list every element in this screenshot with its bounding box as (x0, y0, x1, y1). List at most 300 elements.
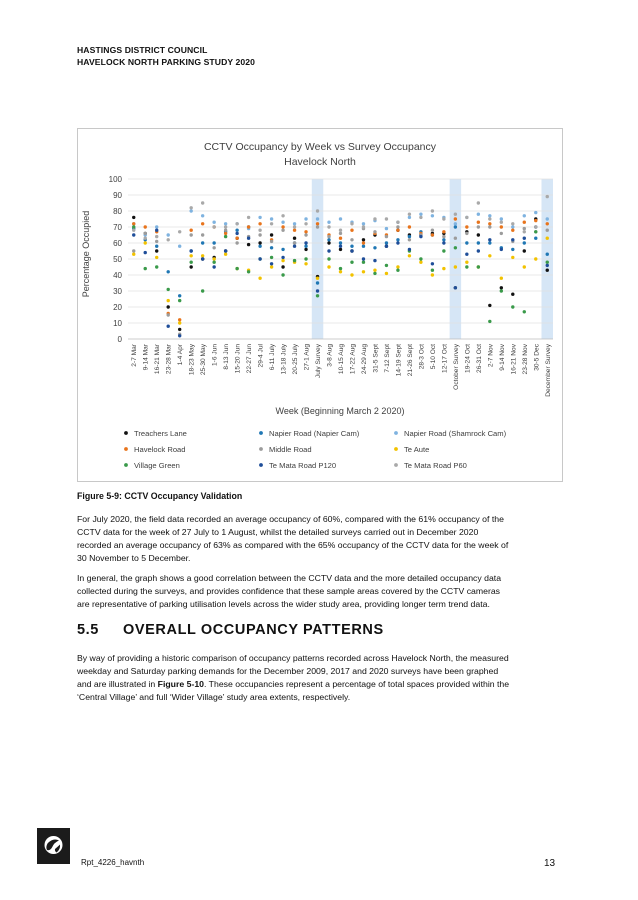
data-point (178, 299, 181, 302)
text-line: recorded an average occupancy of 63% as compared with the 65% occupancy of the CCTV data for the week of (77, 540, 509, 550)
data-point (270, 240, 273, 243)
x-tick-label: 26-31 Oct (475, 344, 483, 373)
data-point (304, 241, 307, 244)
text-segment: . These occupancies represent a percentage of total spaces provided within the (204, 679, 510, 689)
y-tick-label: 60 (113, 239, 122, 248)
data-point (212, 221, 215, 224)
data-point (396, 225, 399, 228)
text-line: By way of providing a historic comparison of occupancy patterns recorded across Havelock North, the measured (77, 653, 509, 663)
data-point (454, 265, 457, 268)
data-point (373, 217, 376, 220)
data-point (431, 269, 434, 272)
paragraph-correlation (77, 572, 563, 611)
data-point (396, 269, 399, 272)
text-line: weekday and Saturday parking demands for the December 2009, 2017 and 2020 surveys have been graphed (77, 666, 499, 676)
data-point (247, 243, 250, 246)
data-point (201, 254, 204, 257)
data-point (224, 225, 227, 228)
data-point (431, 229, 434, 232)
data-point (511, 225, 514, 228)
data-point (167, 305, 170, 308)
data-point (362, 261, 365, 264)
data-point (144, 251, 147, 254)
text-line: are representative of parking utilisation levels across the wider study area, providing longer term trend data. (77, 599, 490, 609)
x-tick-label: 17-22 Aug (349, 344, 357, 375)
y-tick-label: 40 (113, 271, 122, 280)
data-point (327, 225, 330, 228)
data-point (431, 273, 434, 276)
x-tick-label: 25-30 May (200, 344, 208, 376)
data-point (155, 225, 158, 228)
data-point (488, 225, 491, 228)
data-point (534, 257, 537, 260)
data-point (316, 225, 319, 228)
data-point (500, 277, 503, 280)
legend-label: Napier Road (Shamrock Cam) (404, 429, 507, 438)
data-point (442, 241, 445, 244)
data-point (546, 253, 549, 256)
data-point (293, 225, 296, 228)
data-point (247, 225, 250, 228)
data-point (350, 261, 353, 264)
data-point (270, 222, 273, 225)
x-tick-label: 5-10 Oct (429, 344, 437, 370)
data-point (144, 237, 147, 240)
data-point (224, 229, 227, 232)
data-point (270, 246, 273, 249)
data-point (144, 267, 147, 270)
data-point (281, 256, 284, 259)
text-line: For July 2020, the field data recorded an average occupancy of 60%, compared with the 61% occupancy of the (77, 514, 504, 524)
x-tick-label: 22-27 Jun (246, 344, 254, 374)
data-point (293, 245, 296, 248)
y-tick-label: 80 (113, 207, 122, 216)
data-point (201, 241, 204, 244)
data-point (431, 233, 434, 236)
data-point (465, 225, 468, 228)
data-point (189, 206, 192, 209)
data-point (454, 237, 457, 240)
data-point (235, 232, 238, 235)
x-tick-label: 12-17 Oct (441, 344, 449, 373)
text-line (77, 678, 563, 691)
x-tick-label: December Survey (544, 344, 552, 397)
document-header (77, 44, 255, 68)
text-segment: and are illustrated in (77, 679, 158, 689)
data-point (327, 235, 330, 238)
data-point (534, 219, 537, 222)
data-point (465, 241, 468, 244)
legend-marker (259, 447, 263, 451)
text-line: 30 November to 5 December. (77, 553, 191, 563)
data-point (488, 241, 491, 244)
data-point (316, 294, 319, 297)
data-point (293, 222, 296, 225)
data-point (339, 232, 342, 235)
data-point (385, 241, 388, 244)
legend-marker (124, 447, 128, 451)
x-tick-label: 9-14 Nov (498, 344, 506, 371)
data-point (224, 253, 227, 256)
data-point (178, 334, 181, 337)
legend-label: Middle Road (269, 445, 312, 454)
data-point (511, 229, 514, 232)
data-point (189, 265, 192, 268)
data-point (316, 277, 319, 280)
x-tick-label: 16-21 Nov (510, 344, 518, 375)
header-council: HASTINGS DISTRICT COUNCIL (77, 45, 208, 55)
data-point (477, 233, 480, 236)
page-number: 13 (544, 858, 556, 869)
data-point (167, 288, 170, 291)
data-point (155, 256, 158, 259)
data-point (442, 267, 445, 270)
legend-entry (124, 461, 180, 470)
data-point (546, 217, 549, 220)
data-point (546, 195, 549, 198)
data-point (224, 232, 227, 235)
data-point (385, 235, 388, 238)
data-point (224, 222, 227, 225)
data-point (316, 281, 319, 284)
data-point (396, 221, 399, 224)
data-point (235, 237, 238, 240)
legend-entry (259, 429, 360, 438)
data-point (511, 238, 514, 241)
data-point (189, 261, 192, 264)
data-point (350, 238, 353, 241)
section-title: OVERALL OCCUPANCY PATTERNS (123, 622, 384, 638)
legend-marker (259, 431, 263, 435)
data-point (132, 249, 135, 252)
data-point (523, 249, 526, 252)
data-point (212, 257, 215, 260)
data-point (362, 245, 365, 248)
data-point (281, 259, 284, 262)
data-point (281, 273, 284, 276)
data-point (304, 230, 307, 233)
data-point (442, 230, 445, 233)
data-point (385, 217, 388, 220)
data-point (178, 318, 181, 321)
data-point (327, 221, 330, 224)
chart-svg (78, 129, 562, 481)
data-point (408, 213, 411, 216)
data-point (488, 304, 491, 307)
legend-entry (394, 445, 429, 454)
data-point (500, 217, 503, 220)
text-line: collected during the surveys, and provides confidence that these sample areas covered by the CCTV cameras (77, 586, 501, 596)
data-point (442, 217, 445, 220)
data-point (546, 222, 549, 225)
x-tick-label: 23-28 Nov (521, 344, 529, 375)
data-point (155, 229, 158, 232)
data-point (477, 225, 480, 228)
x-tick-label: 3-8 Aug (326, 344, 334, 367)
x-tick-label: 14-19 Sept (395, 344, 403, 377)
legend-label: Te Mata Road P120 (269, 461, 337, 470)
data-point (258, 257, 261, 260)
data-point (408, 216, 411, 219)
x-tick-label: 20-25 July (292, 344, 300, 375)
data-point (270, 233, 273, 236)
data-point (167, 325, 170, 328)
data-point (465, 253, 468, 256)
data-point (293, 259, 296, 262)
data-point (201, 233, 204, 236)
data-point (144, 225, 147, 228)
data-point (281, 225, 284, 228)
data-point (454, 213, 457, 216)
data-point (235, 222, 238, 225)
data-point (247, 270, 250, 273)
data-point (500, 221, 503, 224)
company-logo-icon (37, 828, 70, 864)
data-point (132, 216, 135, 219)
data-point (465, 261, 468, 264)
data-point (385, 264, 388, 267)
text-line: ‘Central Village’ and full ‘Wider Village’ study area extents, respectively. (77, 692, 351, 702)
data-point (189, 249, 192, 252)
data-point (178, 321, 181, 324)
data-point (546, 237, 549, 240)
data-point (454, 222, 457, 225)
data-point (201, 201, 204, 204)
x-tick-label: 2-7 Nov (487, 344, 495, 368)
data-point (396, 265, 399, 268)
legend-marker (394, 431, 398, 435)
text-line: CCTV data for the week of 27 July to 1 August, whilst the detailed surveys carried out in December 2020 (77, 527, 479, 537)
x-tick-label: 30-5 Dec (533, 344, 541, 371)
data-point (327, 249, 330, 252)
data-point (281, 265, 284, 268)
data-point (350, 273, 353, 276)
legend-entry (394, 461, 467, 470)
data-point (304, 233, 307, 236)
data-point (212, 241, 215, 244)
legend-entry (259, 461, 336, 470)
legend-label: Havelock Road (134, 445, 186, 454)
data-point (178, 294, 181, 297)
y-tick-label: 20 (113, 303, 122, 312)
data-point (477, 249, 480, 252)
legend-entry (124, 445, 185, 454)
paragraph-july-december (77, 513, 563, 565)
data-point (155, 245, 158, 248)
data-point (144, 232, 147, 235)
x-tick-label: 28-3 Oct (418, 344, 426, 370)
data-point (178, 230, 181, 233)
y-tick-label: 90 (113, 191, 122, 200)
data-point (408, 225, 411, 228)
data-point (304, 245, 307, 248)
data-point (258, 245, 261, 248)
data-point (385, 245, 388, 248)
x-tick-label: 8-13 Jun (223, 344, 231, 370)
data-point (189, 254, 192, 257)
data-point (431, 262, 434, 265)
data-point (350, 222, 353, 225)
legend-label: Napier Road (Napier Cam) (269, 429, 360, 438)
data-point (350, 229, 353, 232)
legend-entry (259, 445, 312, 454)
data-point (155, 249, 158, 252)
data-point (488, 320, 491, 323)
legend-label: Te Aute (404, 445, 430, 454)
x-tick-label: October Survey (452, 344, 460, 390)
data-point (488, 217, 491, 220)
data-point (293, 229, 296, 232)
x-tick-label: 2-7 Mar (131, 344, 139, 367)
chart-subtitle: Havelock North (284, 156, 356, 168)
data-point (385, 227, 388, 230)
data-point (281, 221, 284, 224)
data-point (431, 209, 434, 212)
data-point (212, 225, 215, 228)
data-point (454, 246, 457, 249)
data-point (201, 289, 204, 292)
data-point (500, 225, 503, 228)
data-point (167, 299, 170, 302)
data-point (281, 248, 284, 251)
data-point (362, 225, 365, 228)
data-point (155, 235, 158, 238)
data-point (167, 270, 170, 273)
x-tick-label: 15-20 Jun (234, 344, 242, 374)
data-point (235, 241, 238, 244)
data-point (316, 209, 319, 212)
data-point (258, 277, 261, 280)
data-point (132, 225, 135, 228)
data-point (546, 264, 549, 267)
data-point (477, 241, 480, 244)
data-point (316, 217, 319, 220)
data-point (201, 257, 204, 260)
data-point (339, 217, 342, 220)
legend-marker (394, 447, 398, 451)
data-point (419, 261, 422, 264)
data-point (339, 267, 342, 270)
x-tick-label: 6-11 July (269, 344, 277, 371)
data-point (362, 238, 365, 241)
data-point (167, 238, 170, 241)
data-point (419, 235, 422, 238)
data-point (304, 262, 307, 265)
x-tick-label: 27-1 Aug (303, 344, 311, 371)
data-point (523, 227, 526, 230)
data-point (132, 253, 135, 256)
data-point (270, 262, 273, 265)
occupancy-chart (77, 128, 563, 482)
y-axis-label: Percentage Occupied (81, 210, 91, 298)
x-tick-label: 13-18 July (280, 344, 288, 375)
data-point (511, 256, 514, 259)
data-point (442, 249, 445, 252)
data-point (212, 261, 215, 264)
x-tick-label: 19-24 Oct (464, 344, 472, 373)
section-heading (77, 622, 384, 638)
data-point (132, 233, 135, 236)
data-point (327, 257, 330, 260)
y-tick-label: 50 (113, 255, 122, 264)
data-point (132, 229, 135, 232)
x-tick-label: 1-6 Jun (211, 344, 219, 366)
data-point (488, 238, 491, 241)
data-point (339, 229, 342, 232)
legend-label: Treachers Lane (134, 429, 187, 438)
x-tick-label: 7-12 Sept (383, 344, 391, 373)
data-point (362, 257, 365, 260)
x-tick-label: 9-14 Mar (142, 344, 150, 371)
data-point (500, 286, 503, 289)
data-point (465, 265, 468, 268)
data-point (511, 293, 514, 296)
data-point (304, 248, 307, 251)
data-point (488, 254, 491, 257)
data-point (212, 246, 215, 249)
data-point (373, 272, 376, 275)
figure-caption: Figure 5-9: CCTV Occupancy Validation (77, 491, 243, 501)
y-tick-label: 10 (113, 319, 122, 328)
data-point (362, 270, 365, 273)
data-point (477, 265, 480, 268)
data-point (442, 238, 445, 241)
data-point (293, 241, 296, 244)
text-line: In general, the graph shows a good correlation between the CCTV data and the more detailed occupancy data (77, 573, 502, 583)
x-tick-label: 1-4 Apr (177, 344, 185, 366)
data-point (258, 216, 261, 219)
y-tick-label: 70 (113, 223, 122, 232)
data-point (155, 240, 158, 243)
y-tick-label: 100 (108, 175, 122, 184)
figure-reference-link[interactable]: Figure 5-10 (157, 679, 205, 689)
data-point (477, 213, 480, 216)
data-point (201, 222, 204, 225)
data-point (373, 259, 376, 262)
data-point (155, 265, 158, 268)
data-point (258, 222, 261, 225)
data-point (500, 232, 503, 235)
data-point (167, 313, 170, 316)
data-point (247, 237, 250, 240)
legend-marker (259, 463, 263, 467)
data-point (316, 289, 319, 292)
data-point (132, 222, 135, 225)
data-point (500, 248, 503, 251)
data-point (454, 286, 457, 289)
legend-entry (124, 429, 187, 438)
data-point (442, 235, 445, 238)
data-point (408, 235, 411, 238)
data-point (304, 217, 307, 220)
data-point (511, 305, 514, 308)
legend-label: Village Green (134, 461, 180, 470)
data-point (304, 257, 307, 260)
data-point (534, 225, 537, 228)
data-point (270, 217, 273, 220)
data-point (511, 248, 514, 251)
data-point (465, 232, 468, 235)
logo-mark (37, 828, 70, 864)
chart-title: CCTV Occupancy by Week vs Survey Occupancy (203, 141, 437, 153)
data-point (465, 216, 468, 219)
data-point (178, 328, 181, 331)
data-point (316, 222, 319, 225)
data-point (546, 261, 549, 264)
data-point (201, 214, 204, 217)
data-point (396, 229, 399, 232)
data-point (396, 241, 399, 244)
